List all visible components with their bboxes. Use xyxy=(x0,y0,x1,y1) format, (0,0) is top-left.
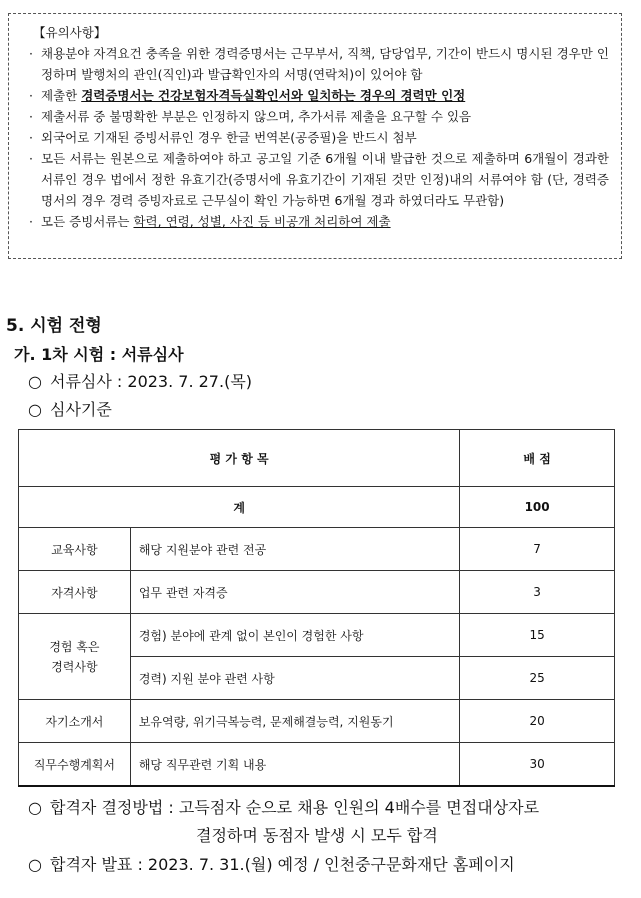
bullet-dot: · xyxy=(29,46,33,61)
table-row xyxy=(19,571,615,614)
circle-bullet-icon: ○ xyxy=(28,798,42,817)
notice-text: 모든 증빙서류는 xyxy=(41,214,134,229)
table-row xyxy=(19,614,615,657)
notice-box xyxy=(8,13,622,259)
pass-method-line: 결정하며 동점자 발생 시 모두 합격 xyxy=(196,826,438,845)
pass-method xyxy=(28,794,618,850)
pass-announce-text: 합격자 발표 : 2023. 7. 31.(월) 예정 / 인천중구문화재단 홈페이지 xyxy=(50,855,515,874)
row-score: 25 xyxy=(460,657,615,700)
notice-item xyxy=(29,211,609,232)
header-item: 평 가 항 목 xyxy=(19,430,460,487)
pass-method-line: 합격자 결정방법 : 고득점자 순으로 채용 인원의 4배수를 면접대상자로 xyxy=(50,798,540,817)
criteria-label: 심사기준 xyxy=(50,400,112,419)
notice-text: 외국어로 기재된 증빙서류인 경우 한글 번역본(공증필)을 반드시 첨부 xyxy=(41,130,417,145)
row-category-line: 경험 혹은 xyxy=(49,639,100,654)
row-category xyxy=(19,614,131,700)
table-row xyxy=(19,528,615,571)
row-detail: 해당 지원분야 관련 전공 xyxy=(130,528,459,571)
review-date: 서류심사 : 2023. 7. 27.(목) xyxy=(50,372,253,391)
row-score: 15 xyxy=(460,614,615,657)
row-score: 20 xyxy=(460,700,615,743)
total-label: 계 xyxy=(19,487,460,528)
bullet-dot: · xyxy=(29,88,33,103)
bullet-dot: · xyxy=(29,151,33,166)
notice-emphasis: 경력증명서는 건강보험자격득실확인서와 일치하는 경우의 경력만 인정 xyxy=(81,88,466,103)
bullet-dot: · xyxy=(29,214,33,229)
row-score: 3 xyxy=(460,571,615,614)
review-date-line xyxy=(28,369,252,392)
row-category: 자격사항 xyxy=(19,571,131,614)
circle-bullet-icon: ○ xyxy=(28,372,42,391)
notice-text: 모든 서류는 원본으로 제출하여야 하고 공고일 기준 6개월 이내 발급한 것으로 제출하며 6개월이 경과한 서류인 경우 법에서 정한 유효기간(증명서에 유효기간이 기재된 것만 인정)내의 서류여야 함 (단, 경력증명서의 경우 경력 증빙자료로 근무실이 확인 가능하면 6개월 경과 하였더라도 무관함) xyxy=(41,151,609,208)
row-detail: 업무 관련 자격증 xyxy=(130,571,459,614)
bullet-dot: · xyxy=(29,109,33,124)
section-title: 5. 시험 전형 xyxy=(6,316,102,336)
header-score: 배 점 xyxy=(460,430,615,487)
circle-bullet-icon: ○ xyxy=(28,855,42,874)
subsection-title: 가. 1차 시험 : 서류심사 xyxy=(14,345,184,364)
row-score: 7 xyxy=(460,528,615,571)
bullet-dot: · xyxy=(29,130,33,145)
notice-emphasis: 학력, 연령, 성별, 사진 등 비공개 처리하여 제출 xyxy=(133,214,391,229)
evaluation-table xyxy=(18,429,615,787)
pass-announcement xyxy=(28,851,515,879)
notice-title: 【유의사항】 xyxy=(33,25,107,40)
row-score: 30 xyxy=(460,743,615,787)
row-category: 자기소개서 xyxy=(19,700,131,743)
table-row xyxy=(19,743,615,787)
row-detail: 해당 직무관련 기획 내용 xyxy=(130,743,459,787)
notice-text: 제출한 xyxy=(41,88,82,103)
row-detail: 경력) 지원 분야 관련 사항 xyxy=(130,657,459,700)
notice-text: 제출서류 중 불명확한 부분은 인정하지 않으며, 추가서류 제출을 요구할 수 있음 xyxy=(41,109,472,124)
row-category: 직무수행계획서 xyxy=(19,743,131,787)
notice-item xyxy=(29,127,609,148)
row-detail: 보유역량, 위기극복능력, 문제해결능력, 지원동기 xyxy=(130,700,459,743)
criteria-line xyxy=(28,397,112,420)
table-row xyxy=(19,700,615,743)
circle-bullet-icon: ○ xyxy=(28,400,42,419)
table-total-row xyxy=(19,487,615,528)
total-score: 100 xyxy=(460,487,615,528)
notice-item xyxy=(29,85,609,106)
notice-text: 채용분야 자격요건 충족을 위한 경력증명서는 근무부서, 직책, 담당업무, 기간이 반드시 명시된 경우만 인정하며 발행처의 관인(직인)과 발급확인자의 서명(연락처)이 있어야 함 xyxy=(41,46,609,82)
notice-item xyxy=(29,106,609,127)
notice-item xyxy=(29,148,609,211)
row-detail: 경험) 분야에 관계 없이 본인이 경험한 사항 xyxy=(130,614,459,657)
notice-item xyxy=(29,43,609,85)
table-header-row xyxy=(19,430,615,487)
row-category-line: 경력사항 xyxy=(51,659,98,674)
row-category: 교육사항 xyxy=(19,528,131,571)
